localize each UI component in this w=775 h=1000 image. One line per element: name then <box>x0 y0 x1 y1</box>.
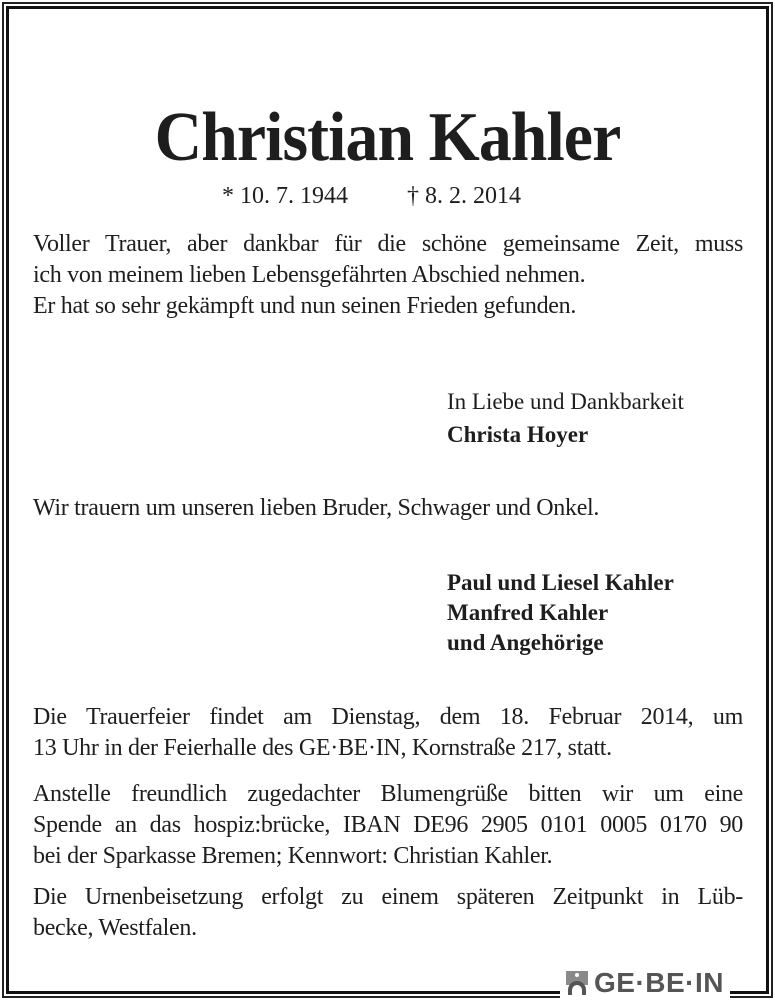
text-line: Die Urnenbeisetzung erfolgt zu einem späteren Zeitpunkt in Lüb- <box>33 884 743 910</box>
donation-paragraph <box>33 779 743 872</box>
text-line: Er hat so sehr gekämpft und nun seinen Frieden gefunden. <box>33 293 577 319</box>
birth-date: * 10. 7. 1944 <box>222 183 348 209</box>
family-paragraph <box>33 493 743 524</box>
deceased-name: Christian Kahler <box>154 99 621 176</box>
text-line: Spende an das hospiz:brücke, IBAN DE96 2905 0101 0005 0170 90 <box>33 812 743 838</box>
text-line: 13 Uhr in der Feierhalle des GE·BE·IN, Kornstraße 217, statt. <box>33 735 612 761</box>
text-line: ich von meinem lieben Lebensgefährten Abschied nehmen. <box>33 262 586 288</box>
signature-name: und Angehörige <box>447 630 604 655</box>
text-line: becke, Westfalen. <box>33 915 197 941</box>
mourning-paragraph <box>33 229 743 322</box>
signature-line: In Liebe und Dankbarkeit <box>447 389 684 414</box>
signature-block-2 <box>447 568 674 658</box>
logo-text: GE·BE·IN <box>594 967 724 998</box>
person-figure-icon <box>566 971 588 995</box>
funeral-paragraph <box>33 702 743 764</box>
text-line: Anstelle freundlich zugedachter Blumengrüße bitten wir um eine <box>33 781 743 807</box>
signature-block-1 <box>447 387 684 450</box>
text-line: Voller Trauer, aber dankbar für die schöne gemeinsame Zeit, muss <box>33 231 743 257</box>
signature-name: Paul und Liesel Kahler <box>447 570 674 595</box>
text-line: Die Trauerfeier findet am Dienstag, dem 18. Februar 2014, um <box>33 704 743 730</box>
signature-name: Manfred Kahler <box>447 600 609 625</box>
text-line: bei der Sparkasse Bremen; Kennwort: Christian Kahler. <box>33 843 553 869</box>
gebein-logo <box>560 967 730 999</box>
text-line: Wir trauern um unseren lieben Bruder, Schwager und Onkel. <box>33 495 600 521</box>
signature-name: Christa Hoyer <box>447 422 589 447</box>
burial-paragraph <box>33 882 743 944</box>
death-date: † 8. 2. 2014 <box>407 183 521 209</box>
